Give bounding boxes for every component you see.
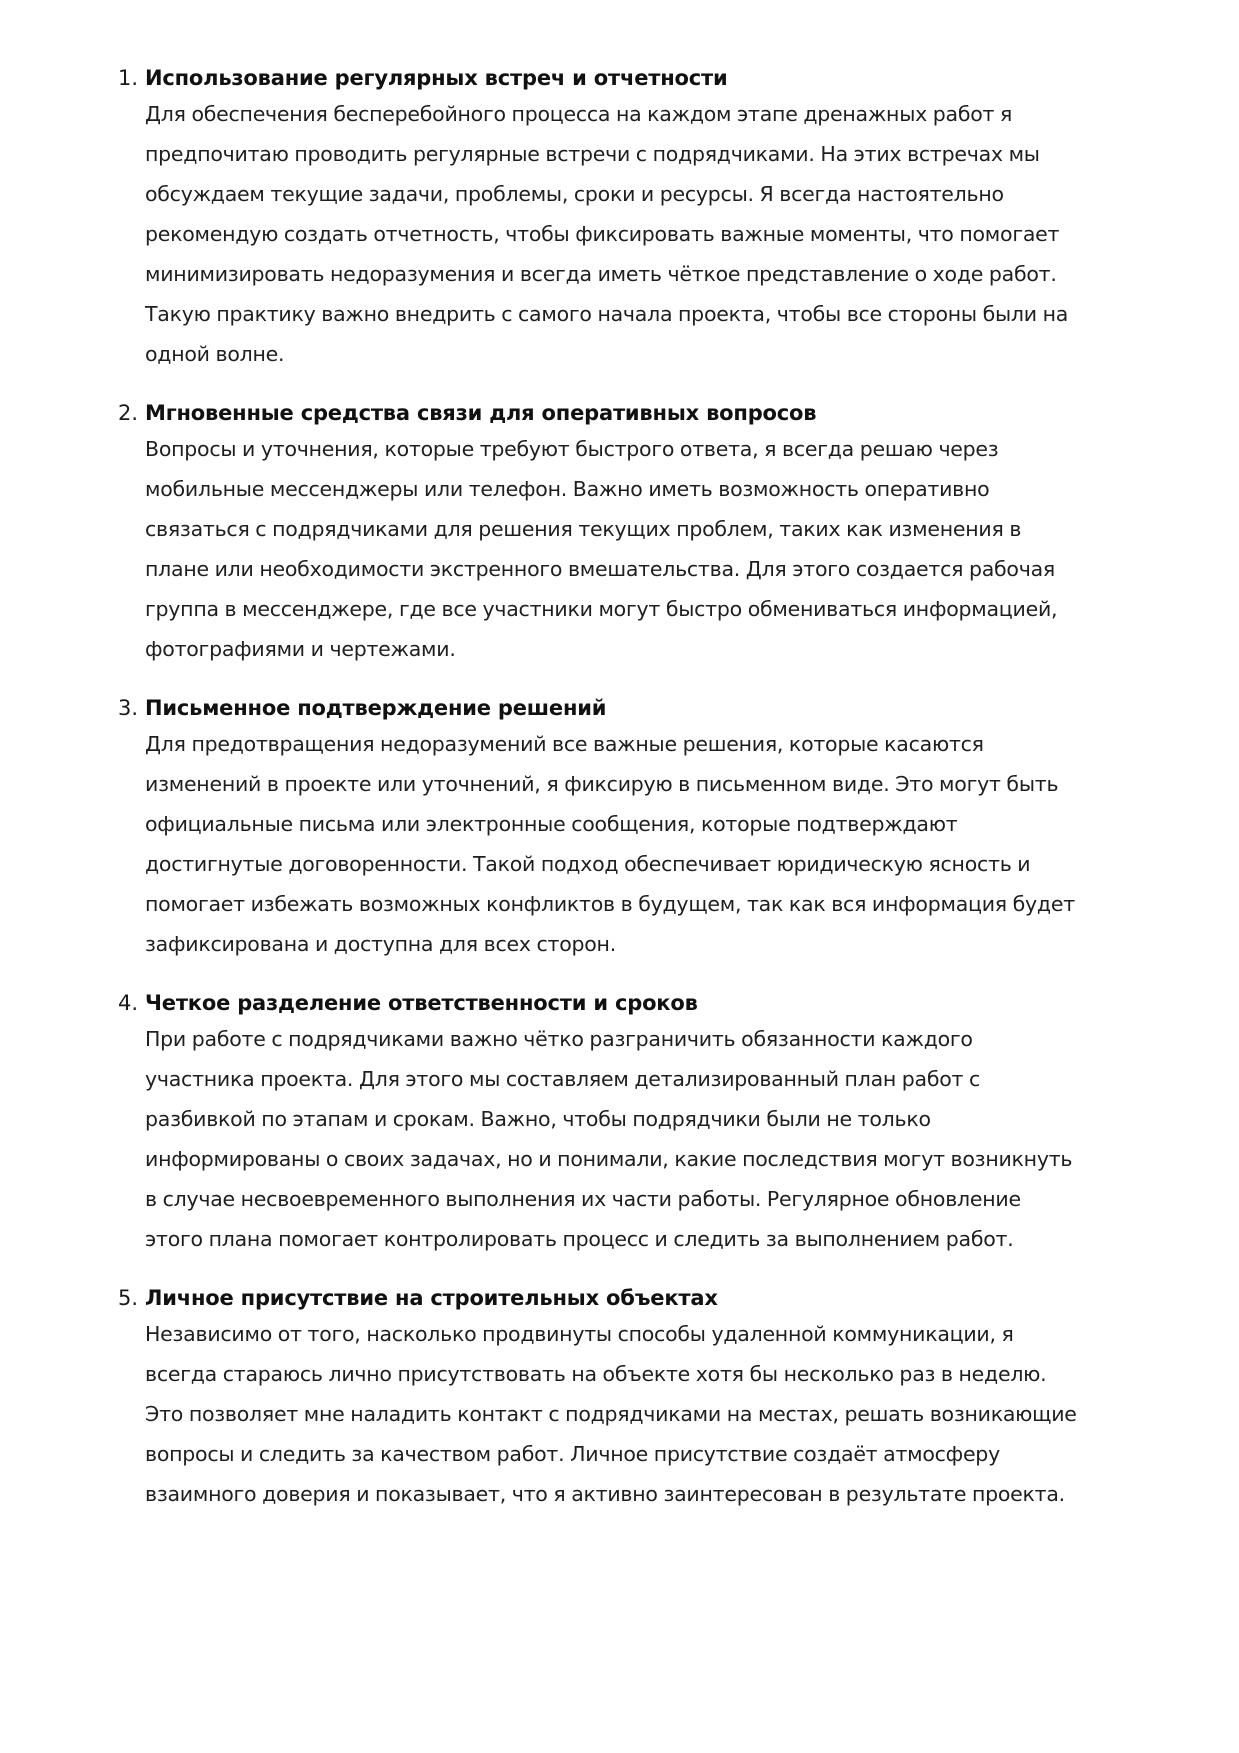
item-body (145, 1314, 1179, 1514)
text-line: При работе с подрядчиками важно чётко разграничить обязанности каждого (145, 1027, 973, 1051)
text-line: предпочитаю проводить регулярные встречи с подрядчиками. На этих встречах мы (145, 142, 1040, 166)
item-number: 2. (118, 401, 139, 425)
item-number: 4. (118, 991, 139, 1015)
text-line: участника проекта. Для этого мы составляем детализированный план работ с (145, 1067, 981, 1091)
item-body (145, 429, 1179, 669)
text-line: достигнутые договоренности. Такой подход обеспечивает юридическую ясность и (145, 852, 1031, 876)
item-number: 5. (118, 1286, 139, 1310)
item-body (145, 724, 1179, 964)
text-line: фотографиями и чертежами. (145, 637, 456, 661)
text-line: Для обеспечения бесперебойного процесса на каждом этапе дренажных работ я (145, 102, 1013, 126)
text-line: мобильные мессенджеры или телефон. Важно иметь возможность оперативно (145, 477, 990, 501)
text-line: одной волне. (145, 342, 285, 366)
text-line: рекомендую создать отчетность, чтобы фиксировать важные моменты, что помогает (145, 222, 1060, 246)
list-item (0, 62, 1239, 374)
text-line: Такую практику важно внедрить с самого начала проекта, чтобы все стороны были на (145, 302, 1069, 326)
text-line: изменений в проекте или уточнений, я фиксирую в письменном виде. Это могут быть (145, 772, 1059, 796)
text-line: всегда стараюсь лично присутствовать на объекте хотя бы несколько раз в неделю. (145, 1362, 1047, 1386)
text-line: взаимного доверия и показывает, что я активно заинтересован в результате проекта. (145, 1482, 1065, 1506)
text-line: Для предотвращения недоразумений все важные решения, которые касаются (145, 732, 984, 756)
item-body (145, 1019, 1179, 1259)
text-line: помогает избежать возможных конфликтов в будущем, так как вся информация будет (145, 892, 1075, 916)
item-number: 3. (118, 696, 139, 720)
text-line: вопросы и следить за качеством работ. Личное присутствие создаёт атмосферу (145, 1442, 1000, 1466)
item-number: 1. (118, 66, 139, 90)
text-line: обсуждаем текущие задачи, проблемы, сроки и ресурсы. Я всегда настоятельно (145, 182, 1004, 206)
text-line: в случае несвоевременного выполнения их части работы. Регулярное обновление (145, 1187, 1021, 1211)
text-line: официальные письма или электронные сообщения, которые подтверждают (145, 812, 958, 836)
text-line: связаться с подрядчиками для решения текущих проблем, таких как изменения в (145, 517, 1022, 541)
item-title: Личное присутствие на строительных объектах (145, 1286, 718, 1310)
text-line: плане или необходимости экстренного вмешательства. Для этого создается рабочая (145, 557, 1055, 581)
item-title: Четкое разделение ответственности и сроков (145, 991, 698, 1015)
item-title: Письменное подтверждение решений (145, 696, 607, 720)
list-item (0, 1282, 1239, 1514)
list-item (0, 397, 1239, 669)
text-line: минимизировать недоразумения и всегда иметь чёткое представление о ходе работ. (145, 262, 1057, 286)
text-line: Вопросы и уточнения, которые требуют быстрого ответа, я всегда решаю через (145, 437, 999, 461)
text-line: информированы о своих задачах, но и понимали, какие последствия могут возникнуть (145, 1147, 1073, 1171)
text-line: разбивкой по этапам и срокам. Важно, чтобы подрядчики были не только (145, 1107, 931, 1131)
item-title: Мгновенные средства связи для оперативных вопросов (145, 401, 817, 425)
text-line: группа в мессенджере, где все участники могут быстро обмениваться информацией, (145, 597, 1058, 621)
text-line: Это позволяет мне наладить контакт с подрядчиками на местах, решать возникающие (145, 1402, 1077, 1426)
text-line: этого плана помогает контролировать процесс и следить за выполнением работ. (145, 1227, 1014, 1251)
numbered-list (0, 62, 1239, 1514)
item-title: Использование регулярных встреч и отчетности (145, 66, 728, 90)
list-item (0, 987, 1239, 1259)
list-item (0, 692, 1239, 964)
text-line: Независимо от того, насколько продвинуты способы удаленной коммуникации, я (145, 1322, 1014, 1346)
document-page (0, 62, 1239, 1537)
item-body (145, 94, 1179, 374)
text-line: зафиксирована и доступна для всех сторон. (145, 932, 616, 956)
